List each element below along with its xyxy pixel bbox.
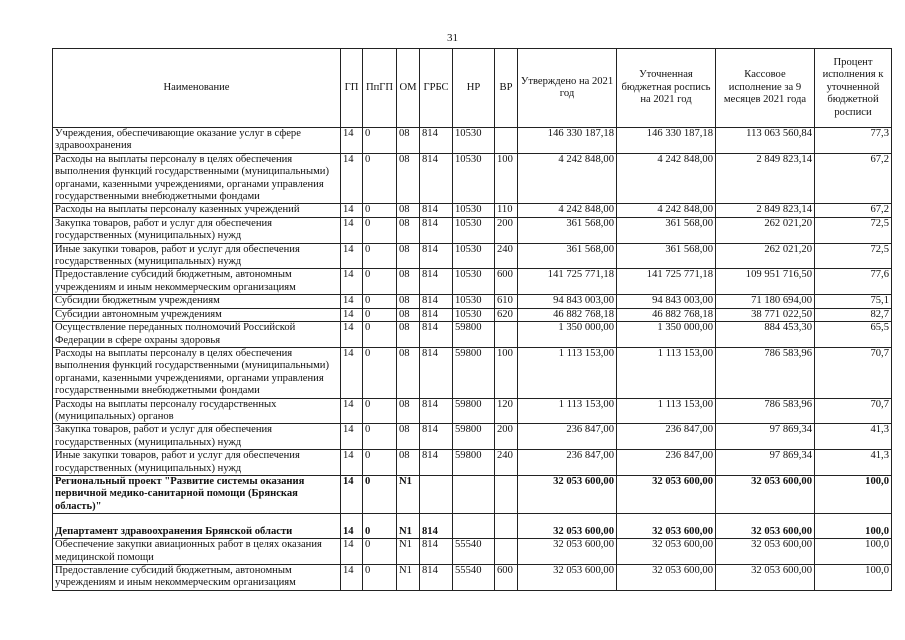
cell-om: 08 (397, 128, 420, 154)
cell-ppgp: 0 (363, 295, 397, 308)
table-row (53, 269, 892, 295)
table-row (53, 204, 892, 217)
cell-grbs: 814 (420, 565, 453, 591)
cell-ppgp: 0 (363, 539, 397, 565)
cell-gp: 14 (341, 565, 363, 591)
cell-gp: 14 (341, 243, 363, 269)
cell-gp: 14 (341, 514, 363, 539)
cell-approved: 141 725 771,18 (518, 269, 617, 295)
cell-om: N1 (397, 475, 420, 513)
cell-ppgp: 0 (363, 128, 397, 154)
cell-grbs: 814 (420, 153, 453, 204)
cell-percent: 82,7 (815, 308, 892, 321)
cell-refined: 32 053 600,00 (617, 514, 716, 539)
cell-vr (495, 475, 518, 513)
cell-refined: 32 053 600,00 (617, 539, 716, 565)
cell-name: Расходы на выплаты персоналу государственных (муниципальных) органов (53, 398, 341, 424)
table-row (53, 539, 892, 565)
cell-ppgp: 0 (363, 450, 397, 476)
cell-np: 59800 (453, 398, 495, 424)
cell-np: 10530 (453, 269, 495, 295)
cell-refined: 46 882 768,18 (617, 308, 716, 321)
cell-cash: 32 053 600,00 (716, 514, 815, 539)
cell-np (453, 475, 495, 513)
table-header-row (53, 49, 892, 128)
cell-ppgp: 0 (363, 514, 397, 539)
cell-np: 10530 (453, 204, 495, 217)
cell-gp: 14 (341, 475, 363, 513)
cell-approved: 46 882 768,18 (518, 308, 617, 321)
cell-gp: 14 (341, 450, 363, 476)
table-row (53, 322, 892, 348)
cell-grbs: 814 (420, 308, 453, 321)
cell-cash: 32 053 600,00 (716, 475, 815, 513)
table-row (53, 347, 892, 398)
cell-cash: 97 869,34 (716, 450, 815, 476)
cell-grbs: 814 (420, 217, 453, 243)
cell-name: Предоставление субсидий бюджетным, автономным учреждениям и иным некоммерческим организациям (53, 269, 341, 295)
cell-grbs: 814 (420, 243, 453, 269)
cell-ppgp: 0 (363, 269, 397, 295)
cell-approved: 361 568,00 (518, 217, 617, 243)
cell-name: Расходы на выплаты персоналу казенных учреждений (53, 204, 341, 217)
cell-percent: 41,3 (815, 424, 892, 450)
cell-percent: 67,2 (815, 153, 892, 204)
cell-refined: 32 053 600,00 (617, 565, 716, 591)
cell-cash: 2 849 823,14 (716, 204, 815, 217)
cell-cash: 109 951 716,50 (716, 269, 815, 295)
cell-vr: 100 (495, 347, 518, 398)
cell-om: 08 (397, 450, 420, 476)
cell-vr: 610 (495, 295, 518, 308)
cell-percent: 67,2 (815, 204, 892, 217)
cell-vr: 600 (495, 269, 518, 295)
cell-grbs: 814 (420, 204, 453, 217)
cell-percent: 72,5 (815, 243, 892, 269)
cell-percent: 100,0 (815, 565, 892, 591)
cell-gp: 14 (341, 347, 363, 398)
cell-vr: 100 (495, 153, 518, 204)
header-approved: Утверждено на 2021 год (518, 49, 617, 128)
cell-om: 08 (397, 424, 420, 450)
cell-name: Осуществление переданных полномочий Российской Федерации в сфере охраны здоровья (53, 322, 341, 348)
cell-ppgp: 0 (363, 153, 397, 204)
table-row (53, 217, 892, 243)
cell-approved: 32 053 600,00 (518, 514, 617, 539)
header-om: ОМ (397, 49, 420, 128)
table-row (53, 565, 892, 591)
cell-ppgp: 0 (363, 204, 397, 217)
cell-refined: 1 350 000,00 (617, 322, 716, 348)
cell-gp: 14 (341, 295, 363, 308)
header-vr: ВР (495, 49, 518, 128)
table-row (53, 295, 892, 308)
cell-vr (495, 514, 518, 539)
budget-execution-table (52, 48, 892, 591)
cell-grbs: 814 (420, 539, 453, 565)
cell-name: Региональный проект "Развитие системы оказания первичной медико-санитарной помощи (Брянская область)" (53, 475, 341, 513)
cell-np (453, 514, 495, 539)
cell-name: Департамент здравоохранения Брянской области (53, 514, 341, 539)
cell-np: 10530 (453, 217, 495, 243)
cell-refined: 4 242 848,00 (617, 204, 716, 217)
cell-gp: 14 (341, 153, 363, 204)
cell-approved: 32 053 600,00 (518, 475, 617, 513)
cell-percent: 70,7 (815, 398, 892, 424)
cell-approved: 1 113 153,00 (518, 398, 617, 424)
cell-name: Иные закупки товаров, работ и услуг для обеспечения государственных (муниципальных) нужд (53, 243, 341, 269)
table-body (53, 128, 892, 591)
cell-cash: 262 021,20 (716, 217, 815, 243)
cell-cash: 32 053 600,00 (716, 539, 815, 565)
table-row (53, 243, 892, 269)
cell-cash: 32 053 600,00 (716, 565, 815, 591)
cell-np: 10530 (453, 128, 495, 154)
cell-cash: 113 063 560,84 (716, 128, 815, 154)
cell-om: N1 (397, 565, 420, 591)
cell-vr: 240 (495, 450, 518, 476)
cell-gp: 14 (341, 217, 363, 243)
header-gp: ГП (341, 49, 363, 128)
cell-cash: 262 021,20 (716, 243, 815, 269)
cell-percent: 77,3 (815, 128, 892, 154)
cell-grbs: 814 (420, 322, 453, 348)
cell-percent: 72,5 (815, 217, 892, 243)
cell-percent: 100,0 (815, 475, 892, 513)
cell-name: Расходы на выплаты персоналу в целях обеспечения выполнения функций государственными (муниципальными) органами, казенными учреждениями, органами управления государственными внебюджетными фондами (53, 153, 341, 204)
cell-grbs: 814 (420, 295, 453, 308)
cell-grbs: 814 (420, 128, 453, 154)
cell-np: 10530 (453, 295, 495, 308)
cell-cash: 71 180 694,00 (716, 295, 815, 308)
cell-refined: 141 725 771,18 (617, 269, 716, 295)
cell-gp: 14 (341, 128, 363, 154)
cell-ppgp: 0 (363, 475, 397, 513)
cell-approved: 32 053 600,00 (518, 539, 617, 565)
cell-vr: 600 (495, 565, 518, 591)
cell-refined: 236 847,00 (617, 424, 716, 450)
cell-vr: 620 (495, 308, 518, 321)
page-number: 31 (447, 32, 458, 44)
table-row (53, 128, 892, 154)
cell-cash: 38 771 022,50 (716, 308, 815, 321)
cell-approved: 146 330 187,18 (518, 128, 617, 154)
cell-grbs: 814 (420, 347, 453, 398)
cell-np: 10530 (453, 243, 495, 269)
cell-om: 08 (397, 217, 420, 243)
cell-om: 08 (397, 269, 420, 295)
table-row (53, 308, 892, 321)
cell-om: N1 (397, 514, 420, 539)
cell-np: 10530 (453, 153, 495, 204)
cell-np: 10530 (453, 308, 495, 321)
cell-gp: 14 (341, 398, 363, 424)
cell-grbs: 814 (420, 450, 453, 476)
header-percent: Процент исполнения к уточненной бюджетной росписи (815, 49, 892, 128)
cell-name: Закупка товаров, работ и услуг для обеспечения государственных (муниципальных) нужд (53, 217, 341, 243)
cell-percent: 100,0 (815, 514, 892, 539)
cell-approved: 94 843 003,00 (518, 295, 617, 308)
cell-cash: 2 849 823,14 (716, 153, 815, 204)
cell-om: 08 (397, 347, 420, 398)
cell-ppgp: 0 (363, 322, 397, 348)
cell-grbs: 814 (420, 514, 453, 539)
cell-approved: 32 053 600,00 (518, 565, 617, 591)
table-row (53, 153, 892, 204)
cell-name: Обеспечение закупки авиационных работ в целях оказания медицинской помощи (53, 539, 341, 565)
cell-percent: 65,5 (815, 322, 892, 348)
cell-name: Расходы на выплаты персоналу в целях обеспечения выполнения функций государственными (муниципальными) органами, казенными учреждениями, органами управления государственными внебюджетными фондами (53, 347, 341, 398)
cell-name: Иные закупки товаров, работ и услуг для обеспечения государственных (муниципальных) нужд (53, 450, 341, 476)
cell-om: 08 (397, 308, 420, 321)
header-refined: Уточненная бюджетная роспись на 2021 год (617, 49, 716, 128)
cell-percent: 41,3 (815, 450, 892, 476)
cell-om: 08 (397, 204, 420, 217)
cell-gp: 14 (341, 269, 363, 295)
cell-vr: 110 (495, 204, 518, 217)
cell-name: Субсидии бюджетным учреждениям (53, 295, 341, 308)
cell-refined: 361 568,00 (617, 243, 716, 269)
cell-np: 59800 (453, 450, 495, 476)
cell-refined: 4 242 848,00 (617, 153, 716, 204)
header-ppgp: ПпГП (363, 49, 397, 128)
header-name: Наименование (53, 49, 341, 128)
cell-vr (495, 322, 518, 348)
header-cash: Кассовое исполнение за 9 месяцев 2021 года (716, 49, 815, 128)
cell-grbs: 814 (420, 398, 453, 424)
cell-cash: 786 583,96 (716, 398, 815, 424)
cell-vr: 200 (495, 217, 518, 243)
cell-vr (495, 539, 518, 565)
cell-approved: 361 568,00 (518, 243, 617, 269)
cell-grbs: 814 (420, 424, 453, 450)
cell-name: Закупка товаров, работ и услуг для обеспечения государственных (муниципальных) нужд (53, 424, 341, 450)
header-np: НР (453, 49, 495, 128)
cell-name: Учреждения, обеспечивающие оказание услуг в сфере здравоохранения (53, 128, 341, 154)
cell-om: N1 (397, 539, 420, 565)
cell-np: 55540 (453, 539, 495, 565)
cell-vr: 240 (495, 243, 518, 269)
cell-om: 08 (397, 398, 420, 424)
table-row (53, 475, 892, 513)
cell-gp: 14 (341, 539, 363, 565)
cell-cash: 97 869,34 (716, 424, 815, 450)
cell-refined: 94 843 003,00 (617, 295, 716, 308)
cell-np: 59800 (453, 424, 495, 450)
cell-percent: 77,6 (815, 269, 892, 295)
table-row (53, 424, 892, 450)
cell-grbs (420, 475, 453, 513)
table-row (53, 514, 892, 539)
table-row (53, 450, 892, 476)
cell-approved: 236 847,00 (518, 424, 617, 450)
cell-refined: 32 053 600,00 (617, 475, 716, 513)
cell-ppgp: 0 (363, 243, 397, 269)
cell-gp: 14 (341, 204, 363, 217)
cell-ppgp: 0 (363, 398, 397, 424)
cell-om: 08 (397, 322, 420, 348)
cell-np: 55540 (453, 565, 495, 591)
cell-percent: 70,7 (815, 347, 892, 398)
cell-ppgp: 0 (363, 347, 397, 398)
cell-refined: 361 568,00 (617, 217, 716, 243)
cell-refined: 146 330 187,18 (617, 128, 716, 154)
cell-vr: 200 (495, 424, 518, 450)
cell-gp: 14 (341, 322, 363, 348)
cell-grbs: 814 (420, 269, 453, 295)
cell-approved: 4 242 848,00 (518, 153, 617, 204)
cell-ppgp: 0 (363, 217, 397, 243)
cell-approved: 1 350 000,00 (518, 322, 617, 348)
cell-om: 08 (397, 243, 420, 269)
header-grbs: ГРБС (420, 49, 453, 128)
cell-refined: 236 847,00 (617, 450, 716, 476)
cell-name: Субсидии автономным учреждениям (53, 308, 341, 321)
cell-percent: 100,0 (815, 539, 892, 565)
cell-om: 08 (397, 153, 420, 204)
cell-gp: 14 (341, 308, 363, 321)
cell-percent: 75,1 (815, 295, 892, 308)
cell-name: Предоставление субсидий бюджетным, автономным учреждениям и иным некоммерческим организациям (53, 565, 341, 591)
cell-approved: 1 113 153,00 (518, 347, 617, 398)
cell-approved: 4 242 848,00 (518, 204, 617, 217)
table-row (53, 398, 892, 424)
cell-gp: 14 (341, 424, 363, 450)
cell-np: 59800 (453, 347, 495, 398)
cell-ppgp: 0 (363, 565, 397, 591)
cell-refined: 1 113 153,00 (617, 398, 716, 424)
cell-approved: 236 847,00 (518, 450, 617, 476)
cell-ppgp: 0 (363, 308, 397, 321)
cell-np: 59800 (453, 322, 495, 348)
cell-vr: 120 (495, 398, 518, 424)
cell-vr (495, 128, 518, 154)
cell-cash: 786 583,96 (716, 347, 815, 398)
cell-cash: 884 453,30 (716, 322, 815, 348)
cell-refined: 1 113 153,00 (617, 347, 716, 398)
cell-om: 08 (397, 295, 420, 308)
cell-ppgp: 0 (363, 424, 397, 450)
